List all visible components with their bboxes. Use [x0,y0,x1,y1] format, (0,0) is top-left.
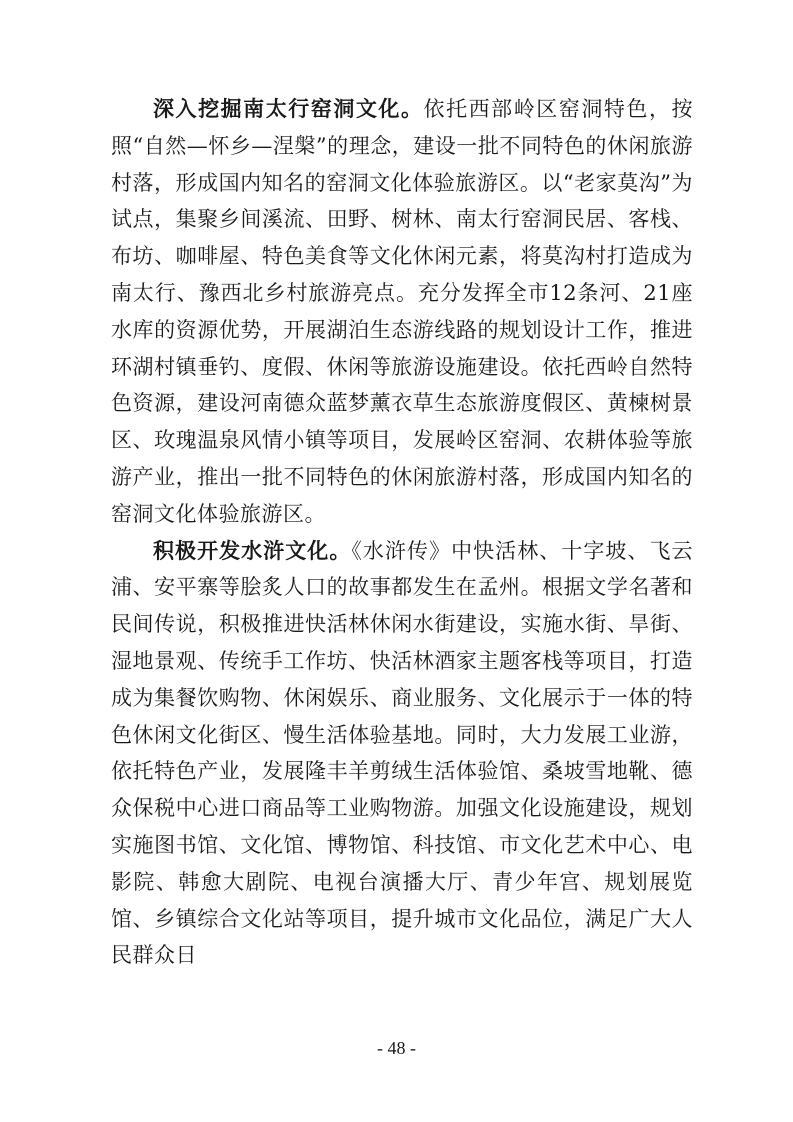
paragraph-cave-culture [111,91,693,533]
paragraph-heading: 深入挖掘南太行窑洞文化。 [153,97,424,121]
paragraph-body: 《水浒传》中快活林、十字坡、飞云浦、安平寨等脍炙人口的故事都发生在孟州。根据文学名著和民间传说，积极推进快活林休闲水街建设，实施水街、旱街、湿地景观、传统手工作坊、快活林酒家主题客栈等项目，打造成为集餐饮购物、休闲娱乐、商业服务、文化展示于一体的特色休闲文化街区、慢生活体验基地。同时，大力发展工业游，依托特色产业，发展隆丰羊剪绒生活体验馆、桑坡雪地靴、德众保税中心进口商品等工业购物游。加强文化设施建设，规划实施图书馆、文化馆、博物馆、科技馆、市文化艺术中心、电影院、韩愈大剧院、电视台演播大厅、青少年宫、规划展览馆、乡镇综合文化站等项目，提升城市文化品位，满足广大人民群众日 [111,538,693,968]
paragraph-water-margin-culture [111,533,693,975]
paragraph-heading: 积极开发水浒文化。 [153,538,352,563]
document-page [111,91,693,974]
paragraph-body: 依托西部岭区窑洞特色，按照“自然—怀乡—涅槃”的理念，建设一批不同特色的休闲旅游村落，形成国内知名的窑洞文化体验旅游区。以“老家莫沟”为试点，集聚乡间溪流、田野、树林、南太行窑洞民居、客栈、布坊、咖啡屋、特色美食等文化休闲元素，将莫沟村打造成为南太行、豫西北乡村旅游亮点。充分发挥全市12条河、21座水库的资源优势，开展湖泊生态游线路的规划设计工作，推进环湖村镇垂钓、度假、休闲等旅游设施建设。依托西岭自然特色资源，建设河南德众蓝梦薰衣草生态旅游度假区、黄楝树景区、玫瑰温泉风情小镇等项目，发展岭区窑洞、农耕体验等旅游产业，推出一批不同特色的休闲旅游村落，形成国内知名的窑洞文化体验旅游区。 [111,97,694,526]
page-number: - 48 - [377,1038,416,1058]
